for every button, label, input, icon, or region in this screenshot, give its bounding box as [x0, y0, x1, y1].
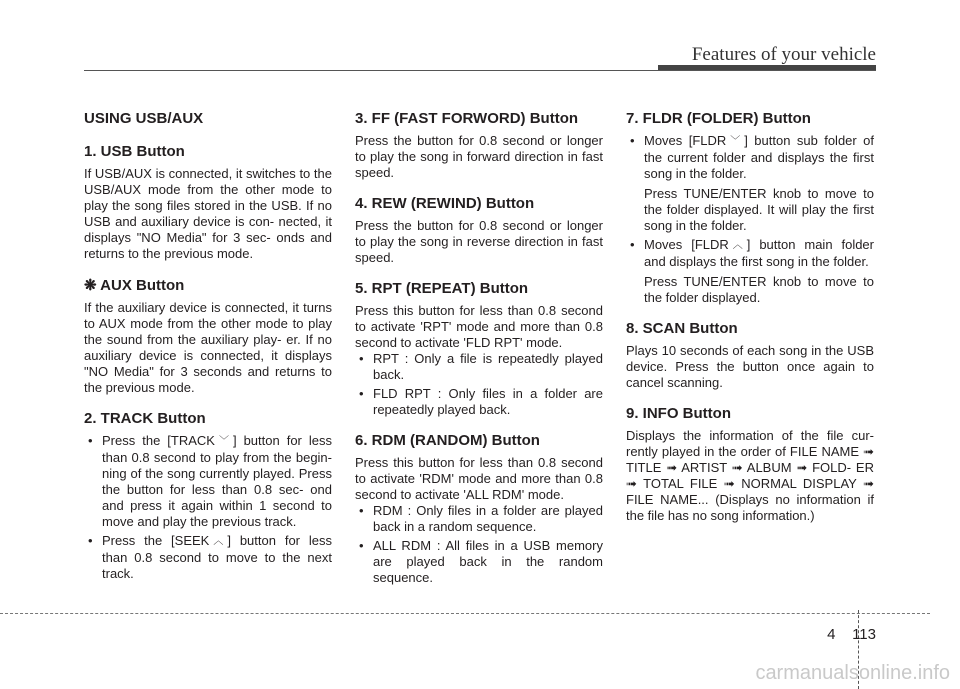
section-title: USING USB/AUX — [84, 110, 204, 127]
page-number: 4 113 — [827, 626, 876, 643]
list-item: • Press the [SEEK ︿ ] button for less than 0.8 second to move to the next track. — [84, 533, 332, 582]
aux-button-heading: ❋ AUX Button — [84, 277, 185, 294]
rew-button-text: Press the button for 0.8 second or longer to play the song in reverse direction in fast speed. — [355, 218, 603, 265]
chevron-down-icon: ﹀ — [730, 136, 741, 147]
rdm-button-heading: 6. RDM (RANDOM) Button — [355, 432, 540, 449]
rdm-button-text: Press this button for less than 0.8 second to activate 'RDM' mode and more than 0.8 second to activate 'ALL RDM' mode. — [355, 455, 603, 502]
header-rule — [84, 70, 876, 71]
rdm-button-list — [355, 503, 603, 586]
list-item: • RDM : Only files in a folder are played back in a random sequence. — [355, 503, 603, 535]
track-button-heading: 2. TRACK Button — [84, 410, 206, 427]
list-item: • ALL RDM : All files in a USB memory are played back in the random sequence. — [355, 538, 603, 586]
ff-button-text: Press the button for 0.8 second or longer to play the song in forward direction in fast speed. — [355, 133, 603, 180]
list-item: • Moves [FLDR ︿ ] button main folder and displays the first song in the folder. Press TUNE/ENTER knob to move to the folder displayed. — [626, 237, 874, 306]
rew-button-heading: 4. REW (REWIND) Button — [355, 195, 535, 212]
info-button-heading: 9. INFO Button — [626, 405, 731, 422]
rpt-button-heading: 5. RPT (REPEAT) Button — [355, 280, 529, 297]
column-1 — [84, 110, 332, 585]
ff-button-heading: 3. FF (FAST FORWORD) Button — [355, 110, 579, 127]
track-button-list — [84, 433, 332, 582]
list-item: • Press the [TRACK ﹀ ] button for less than 0.8 second to play from the begin- ning of the song currently played. Press the button for less than 0.8 sec- ond and press it again within 1 second to move and play the previous track. — [84, 433, 332, 530]
fldr-button-list — [626, 133, 874, 306]
fldr-button-heading: 7. FLDR (FOLDER) Button — [626, 110, 811, 127]
rpt-button-text: Press this button for less than 0.8 second to activate 'RPT' mode and more than 0.8 second to activate 'FLD RPT' mode. — [355, 303, 603, 350]
list-item: • FLD RPT : Only files in a folder are repeatedly played back. — [355, 386, 603, 418]
chevron-up-icon: ︿ — [732, 240, 743, 251]
scan-button-heading: 8. SCAN Button — [626, 320, 738, 337]
column-3 — [626, 110, 874, 524]
chevron-up-icon: ︿ — [213, 536, 224, 547]
rpt-button-list — [355, 351, 603, 418]
usb-button-heading: 1. USB Button — [84, 143, 185, 160]
footer-rule — [0, 613, 930, 614]
list-item: • RPT : Only a file is repeatedly played back. — [355, 351, 603, 383]
watermark: carmanualsonline.info — [755, 662, 950, 684]
usb-button-text: If USB/AUX is connected, it switches to the USB/AUX mode from the other mode to play the song files stored in the USB. If no USB and auxiliary device is con- nected, it displays "NO Media" for 3 sec- onds and returns to the previous mode. — [84, 166, 332, 261]
info-button-text: Displays the information of the file cur- rently played in the order of FILE NAME ➟ TITLE ➟ ARTIST ➟ ALBUM ➟ FOLD- ER ➟ TOTAL FILE ➟ NORMAL DISPLAY ➟ FILE NAME... (Displays no information if the file has no song information.) — [626, 428, 874, 523]
list-item: • Moves [FLDR ﹀ ] button sub folder of the current folder and displays the first song in the folder. Press TUNE/ENTER knob to move to the folder displayed. It will play the first song in the folder. — [626, 133, 874, 234]
chevron-down-icon: ﹀ — [218, 436, 229, 447]
aux-button-text: If the auxiliary device is connected, it turns to AUX mode from the other mode to play the sound from the auxiliary play- er. If no auxiliary device is connected, it displays "NO Media" for 3 seconds and returns to the previous mode. — [84, 300, 332, 395]
page-header-title: Features of your vehicle — [691, 44, 876, 65]
column-2 — [355, 110, 603, 589]
scan-button-text: Plays 10 seconds of each song in the USB device. Press the button once again to cancel scanning. — [626, 343, 874, 390]
